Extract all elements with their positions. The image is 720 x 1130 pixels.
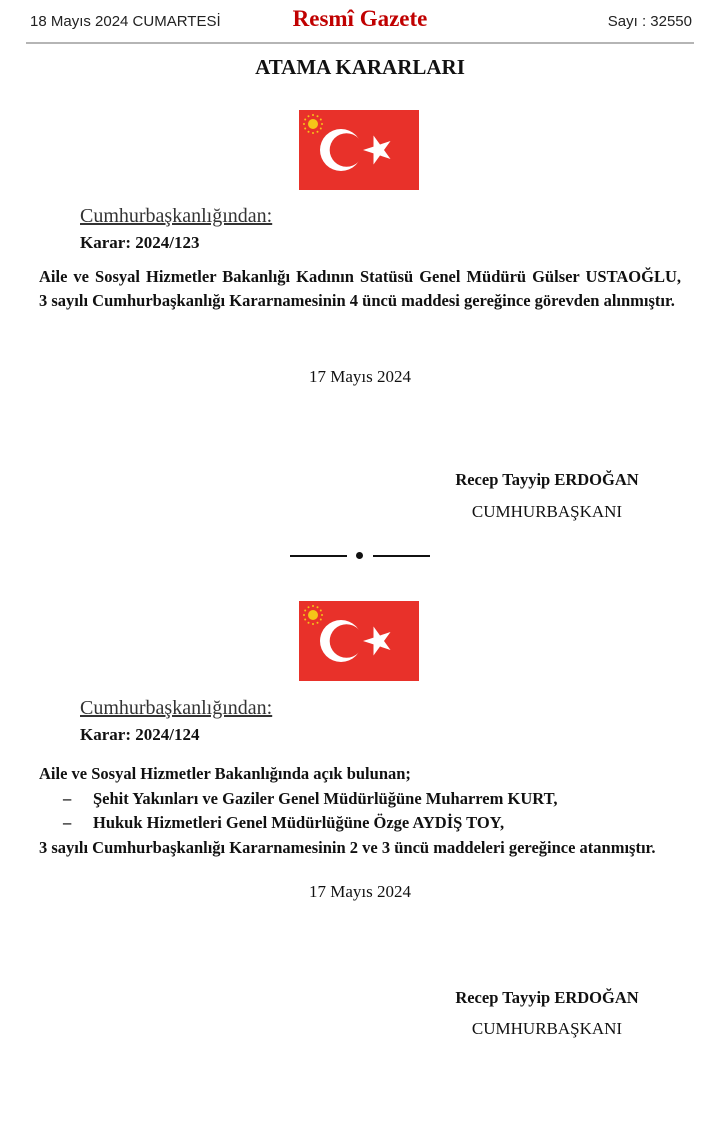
gazette-header (26, 0, 694, 44)
decision-body (39, 265, 681, 313)
gazette-title: Resmî Gazete (292, 6, 428, 31)
decision-body (39, 762, 681, 860)
decision-date: 17 Mayıs 2024 (309, 367, 411, 386)
list-item (39, 787, 681, 812)
section-separator (290, 552, 430, 562)
decision-number: Karar: 2024/123 (80, 233, 200, 252)
decision-number: Karar: 2024/124 (80, 725, 200, 744)
decision-date: 17 Mayıs 2024 (309, 882, 411, 901)
signatory-name: Recep Tayyip ERDOĞAN (455, 988, 639, 1007)
list-item-text: Şehit Yakınları ve Gaziler Genel Müdürlüğüne Muharrem KURT, (93, 788, 558, 808)
body-line: 3 sayılı Cumhurbaşkanlığı Kararnamesinin 4 üncü maddesi gereğince görevden alınmıştır. (39, 291, 675, 310)
turkish-flag-icon (299, 601, 419, 681)
header-date: 18 Mayıs 2024 CUMARTESİ (30, 13, 221, 30)
body-intro: Aile ve Sosyal Hizmetler Bakanlığında açık bulunan; (39, 764, 411, 783)
turkish-flag-icon (299, 110, 419, 190)
page-title: ATAMA KARARLARI (255, 55, 465, 79)
signatory-name: Recep Tayyip ERDOĞAN (455, 470, 639, 489)
issue-number: Sayı : 32550 (607, 13, 692, 30)
signatory-title: CUMHURBAŞKANI (471, 1019, 623, 1038)
body-line: Aile ve Sosyal Hizmetler Bakanlığı Kadının Statüsü Genel Müdürü Gülser USTAOĞLU, (39, 267, 681, 286)
signatory-title: CUMHURBAŞKANI (471, 502, 623, 521)
bullet-dash: – (63, 788, 72, 808)
body-closing: 3 sayılı Cumhurbaşkanlığı Kararnamesinin 2 ve 3 üncü maddeleri gereğince atanmıştır. (39, 837, 656, 857)
bullet-dash: – (63, 813, 72, 832)
list-item-text: Hukuk Hizmetleri Genel Müdürlüğüne Özge AYDİŞ TOY, (93, 813, 505, 832)
issuer-label: Cumhurbaşkanlığından: (80, 205, 273, 227)
list-item (39, 811, 681, 836)
issuer-label: Cumhurbaşkanlığından: (80, 697, 273, 719)
